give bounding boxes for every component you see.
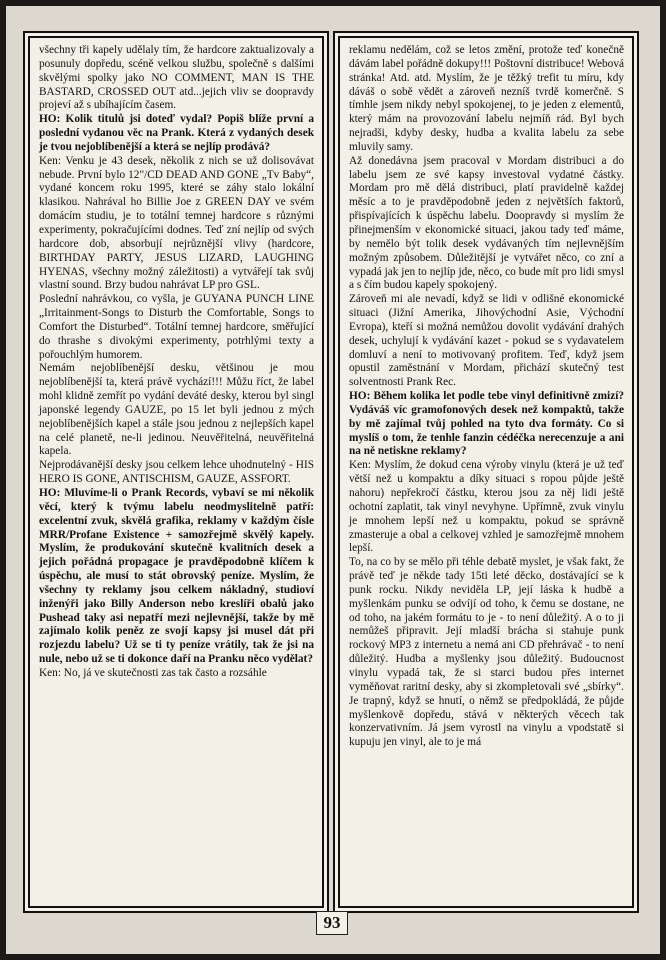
interview-paragraph: Ken: No, já ve skutečnosti zas tak často a rozsáhle [39, 666, 267, 679]
interview-paragraph: Poslední nahrávkou, co vyšla, je GUYANA PUNCH LINE „Irritainment-Songs to Disturb the Comfortable, Songs to Comfort the Disturbed“. Totální temnej hardcore, směřující do thrashe s divokými experimenty, potrhlými texty a pořouchlým humorem. [39, 293, 314, 361]
page-number: 93 [316, 911, 348, 935]
right-text-column [338, 36, 634, 908]
interview-paragraph: Nejprodávanější desky jsou celkem lehce uhodnutelný - HIS HERO IS GONE, ANTISCHISM, GAUZE, ASSFORT. [39, 459, 314, 486]
interview-paragraph: To, na co by se mělo při téhle debatě myslet, je však fakt, že právě teď je někde tady 15ti leté děcko, dostávající se k punk rocku. Nikdy neviděla LP, její láska k hudbě a myšlenkám punku se odvíjí od toho, k čemu se dostane, ne od toho, na jakém formátu to je - to není důležitý. A o to ji nemůžeš připravit. Její mladší brácha si stahuje punk rockový MP3 z internetu a nemá ani CD přehrávač - to není důležitý. Hudba a myšlenky jsou důležitý. Budoucnost vinylu vypadá tak, že si starci budou přes internet vyměňovat raritní desky, aby si zkompletovali své „sbírky“. Je trapný, když se hnutí, o němž se předpokládá, že půjde myšlenkově dopředu, stává v některých věcech tak konzervativním. Já jsem vyrostl na vinylu a vpodstatě si kupuju jen vinyl, ale to je má [349, 556, 624, 749]
interview-paragraph: Ken: Venku je 43 desek, několik z nich se už dolisovávat nebude. První bylo 12"/CD DEAD AND GONE „Tv Baby“, vydané koncem roku 1995, které se záhy stalo lokální klasikou. Nahrával ho Billie Joe z GREEN DAY ve svém domácím studiu, je to totální temnej hardcore s různými experimenty, pokračujícími dodnes. Teď zní nejlíp od svých hardcore dob, absorbují nejrůznější vlivy (hardcore, BIRTHDAY PARTY, JESUS LIZARD, LAUGHING HYENAS, všechny možný záležitosti) a vytvářejí tak svůj vlastní sound. Brzy budou nahrávat LP pro GSL. [39, 154, 314, 292]
interview-paragraph: reklamu nedělám, což se letos změní, protože teď konečně dávám label pořádně dokupy!!! Poštovní distribuce! Webová stránka! Atd. atd. Myslím, že je těžký trefit tu míru, kdy dáváš o sobě vědět a zároveň nezníš tvrdě komerčně. S tímhle jsem nikdy nebyl spokojenej, to je jeden z elementů, který mám na provozování labelu nejmíň rád. Byl bych nejradši, kdyby desky, hudba a kvalita labelu za sebe mluvily samy. [349, 44, 624, 153]
magazine-page [6, 6, 660, 954]
interview-question: HO: Kolik titulů jsi doteď vydal? Popiš blíže první a poslední vydanou věc na Prank. Která z vydaných desek je tvou nejoblíbenější a která se nejlíp prodává? [39, 113, 314, 153]
interview-paragraph: Ken: Myslím, že dokud cena výroby vinylu (která je už teď větší než u kompaktu a díky situaci s ropou půjde ještě nahoru) nepřekročí částku, kterou jsou za něj lidi ještě ochotní zaplatit, tak vinyl nevyhyne. Upřímně, zvuk vinylu je mnohem lepší než u kompaktu, pokud se správně zmasteruje a obal a celkovej vzhled je samozřejmě mnohem lepší. [349, 459, 624, 555]
interview-paragraph: Zároveň mi ale nevadí, když se lidi v odlišné ekonomické situaci (Jižní Amerika, Jihovýchodní Asie, Východní Evropa), kteří si možná nemůžou dovolit vydávání drahých desek, uchylují k vydávání kazet - pokud se s vydavatelem domluví a není to motivovaný profitem. Teď, když jsem opustil zaměstnání v Mordam, přichází skutečný test solventnosti Prank Rec. [349, 293, 624, 389]
interview-paragraph: všechny tři kapely udělaly tím, že hardcore zaktualizovaly a posunuly dopředu, scéně velkou službu, společně s dalšími skvělými spolky jako NO COMMENT, MAN IS THE BASTARD, CROSSED OUT atd...jejich vliv se doopravdy projeví až s ubíhajícím časem. [39, 44, 314, 112]
left-text-column [28, 36, 324, 908]
interview-paragraph: Nemám nejoblíbenější desku, většinou je mou nejoblíbenější ta, která právě vychází!!! Můžu říct, že label mohl klidně zemřít po vydání deváté desky, kterou byl singl japonské legendy GAUZE, po 15 let byli jednou z mých nejoblíbenějších kapel a stále jsou jednou z nejlepších kapel na celé planetě, ne-li jedinou. Neuvěřitelná, neuvěřitelná kapela. [39, 362, 314, 458]
interview-paragraph: Až donedávna jsem pracoval v Mordam distribuci a do labelu jsem ze své kapsy investoval vydatné částky. Mordam pro mě dělá distribuci, platí pravidelně každej měsíc a to je pravděpodobně jeden z největších faktorů, přispívajících k úspěchu labelu. Doopravdy si myslím že přinejmenším v ekonomické situaci, jakou tady teď máme, by nemělo být tolik desek vydávaných tím nejlevnějším možným způsobem. Důležitější je vytvářet něco, co zní a vypadá jak jen to nejlíp jde, něco, co bude mít pro lidi smysl a s čím budou kapely spokojený. [349, 154, 624, 292]
interview-question: HO: Během kolika let podle tebe vinyl definitivně zmizí? Vydáváš víc gramofonových desek než kompaktů, takže by mě zajímal tvůj pohled na tyto dva formáty. Co si myslíš o tom, že tenhle fanzin cédéčka nerecenzuje a ani na ně netiskne reklamy? [349, 390, 624, 458]
interview-question: HO: Mluvíme-li o Prank Records, vybaví se mi několik věcí, který k tvýmu labelu neodmyslitelně patří: excelentní zvuk, skvělá grafika, reklamy v každým čísle MRR/Profane Existence + samozřejmě skvělý kapely. Myslím, že produkování skutečně kvalitních desek a jejich pořádná propagace je pravděpodobně klíčem k úspěchu, ale musí to stát obrovský peníze. Myslím, že všechny ty reklamy jsou celkem nákladný, studioví inženýři jako Billy Anderson nebo kreslíři obalů jako Pushead taky asi nepatří mezi nejlevnější, takže by mě zajímalo kolik peněz ze svojí kapsy jsi musel dát při rozjezdu labelu? Už se ti ty peníze vrátily, tak že jsi na nule, nebo už se ti dokonce daří na Pranku něco vydělat? [39, 487, 314, 666]
